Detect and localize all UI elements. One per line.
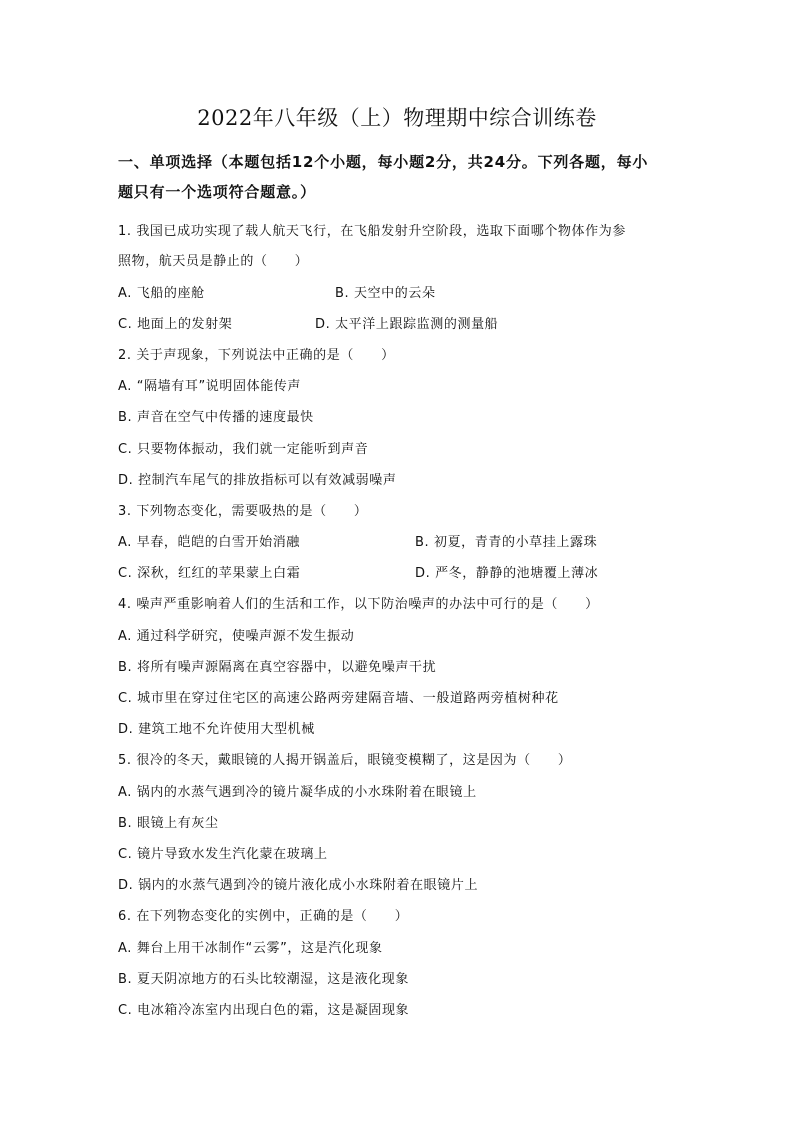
q2-stem: 2. 关于声现象，下列说法中正确的是（ ）: [118, 348, 395, 363]
q2-option-a: A. “隔墙有耳”说明固体能传声: [118, 379, 301, 394]
q6-option-b: B. 夏天阴凉地方的石头比较潮湿，这是液化现象: [118, 972, 409, 987]
q4-option-b: B. 将所有噪声源隔离在真空容器中，以避免噪声干扰: [118, 660, 437, 675]
q1-stem-line-1: 1. 我国已成功实现了载人航天飞行，在飞船发射升空阶段，选取下面哪个物体作为参: [118, 224, 626, 239]
q3-options-row-1: [118, 532, 598, 554]
q3-option-b: B. 初夏，青青的小草挂上露珠: [415, 535, 598, 550]
q2-option-b: B. 声音在空气中传播的速度最快: [118, 410, 314, 425]
q1-options-row-2: [118, 314, 499, 336]
q4-stem: 4. 噪声严重影响着人们的生活和工作，以下防治噪声的办法中可行的是（ ）: [118, 597, 599, 612]
section-heading-line-1: 一、单项选择（本题包括12个小题，每小题2分，共24分。下列各题，每小: [118, 153, 649, 171]
q3-option-a: A. 早春，皑皑的白雪开始消融: [118, 535, 300, 550]
q1-option-d: D. 太平洋上跟踪监测的测量船: [315, 317, 499, 332]
q2-option-d: D. 控制汽车尾气的排放指标可以有效减弱噪声: [118, 473, 397, 488]
q2-option-c: C. 只要物体振动，我们就一定能听到声音: [118, 442, 369, 457]
q5-option-c: C. 镜片导致水发生汽化蒙在玻璃上: [118, 847, 328, 862]
q5-stem: 5. 很冷的冬天，戴眼镜的人揭开锅盖后，眼镜变模糊了，这是因为（ ）: [118, 753, 572, 768]
q6-stem: 6. 在下列物态变化的实例中，正确的是（ ）: [118, 909, 409, 924]
q3-option-d: D. 严冬，静静的池塘覆上薄冰: [415, 566, 599, 581]
q4-option-d: D. 建筑工地不允许使用大型机械: [118, 722, 315, 737]
q5-option-d: D. 锅内的水蒸气遇到冷的镜片液化成小水珠附着在眼镜片上: [118, 878, 479, 893]
q1-stem-line-2: 照物，航天员是静止的（ ）: [118, 254, 309, 269]
q4-option-c: C. 城市里在穿过住宅区的高速公路两旁建隔音墙、一般道路两旁植树种花: [118, 691, 559, 706]
q1-option-a: A. 飞船的座舱: [118, 286, 205, 301]
q5-option-a: A. 锅内的水蒸气遇到冷的镜片凝华成的小水珠附着在眼镜上: [118, 785, 477, 800]
section-heading-line-2: 题只有一个选项符合题意。）: [118, 183, 316, 201]
exam-title: 2022年八年级（上）物理期中综合训练卷: [197, 106, 597, 130]
q6-option-c: C. 电冰箱冷冻室内出现白色的霜，这是凝固现象: [118, 1003, 410, 1018]
q5-option-b: B. 眼镜上有灰尘: [118, 816, 219, 831]
q3-options-row-2: [118, 563, 599, 585]
q1-option-c: C. 地面上的发射架: [118, 317, 233, 332]
q6-option-a: A. 舞台上用干冰制作“云雾”，这是汽化现象: [118, 941, 383, 956]
q1-option-b: B. 天空中的云朵: [335, 286, 436, 301]
section-heading: [118, 147, 688, 207]
q3-option-c: C. 深秋，红红的苹果蒙上白霜: [118, 566, 301, 581]
q4-option-a: A. 通过科学研究，使噪声源不发生振动: [118, 629, 355, 644]
q3-stem: 3. 下列物态变化，需要吸热的是（ ）: [118, 504, 368, 519]
q1-options-row-1: [118, 283, 436, 305]
